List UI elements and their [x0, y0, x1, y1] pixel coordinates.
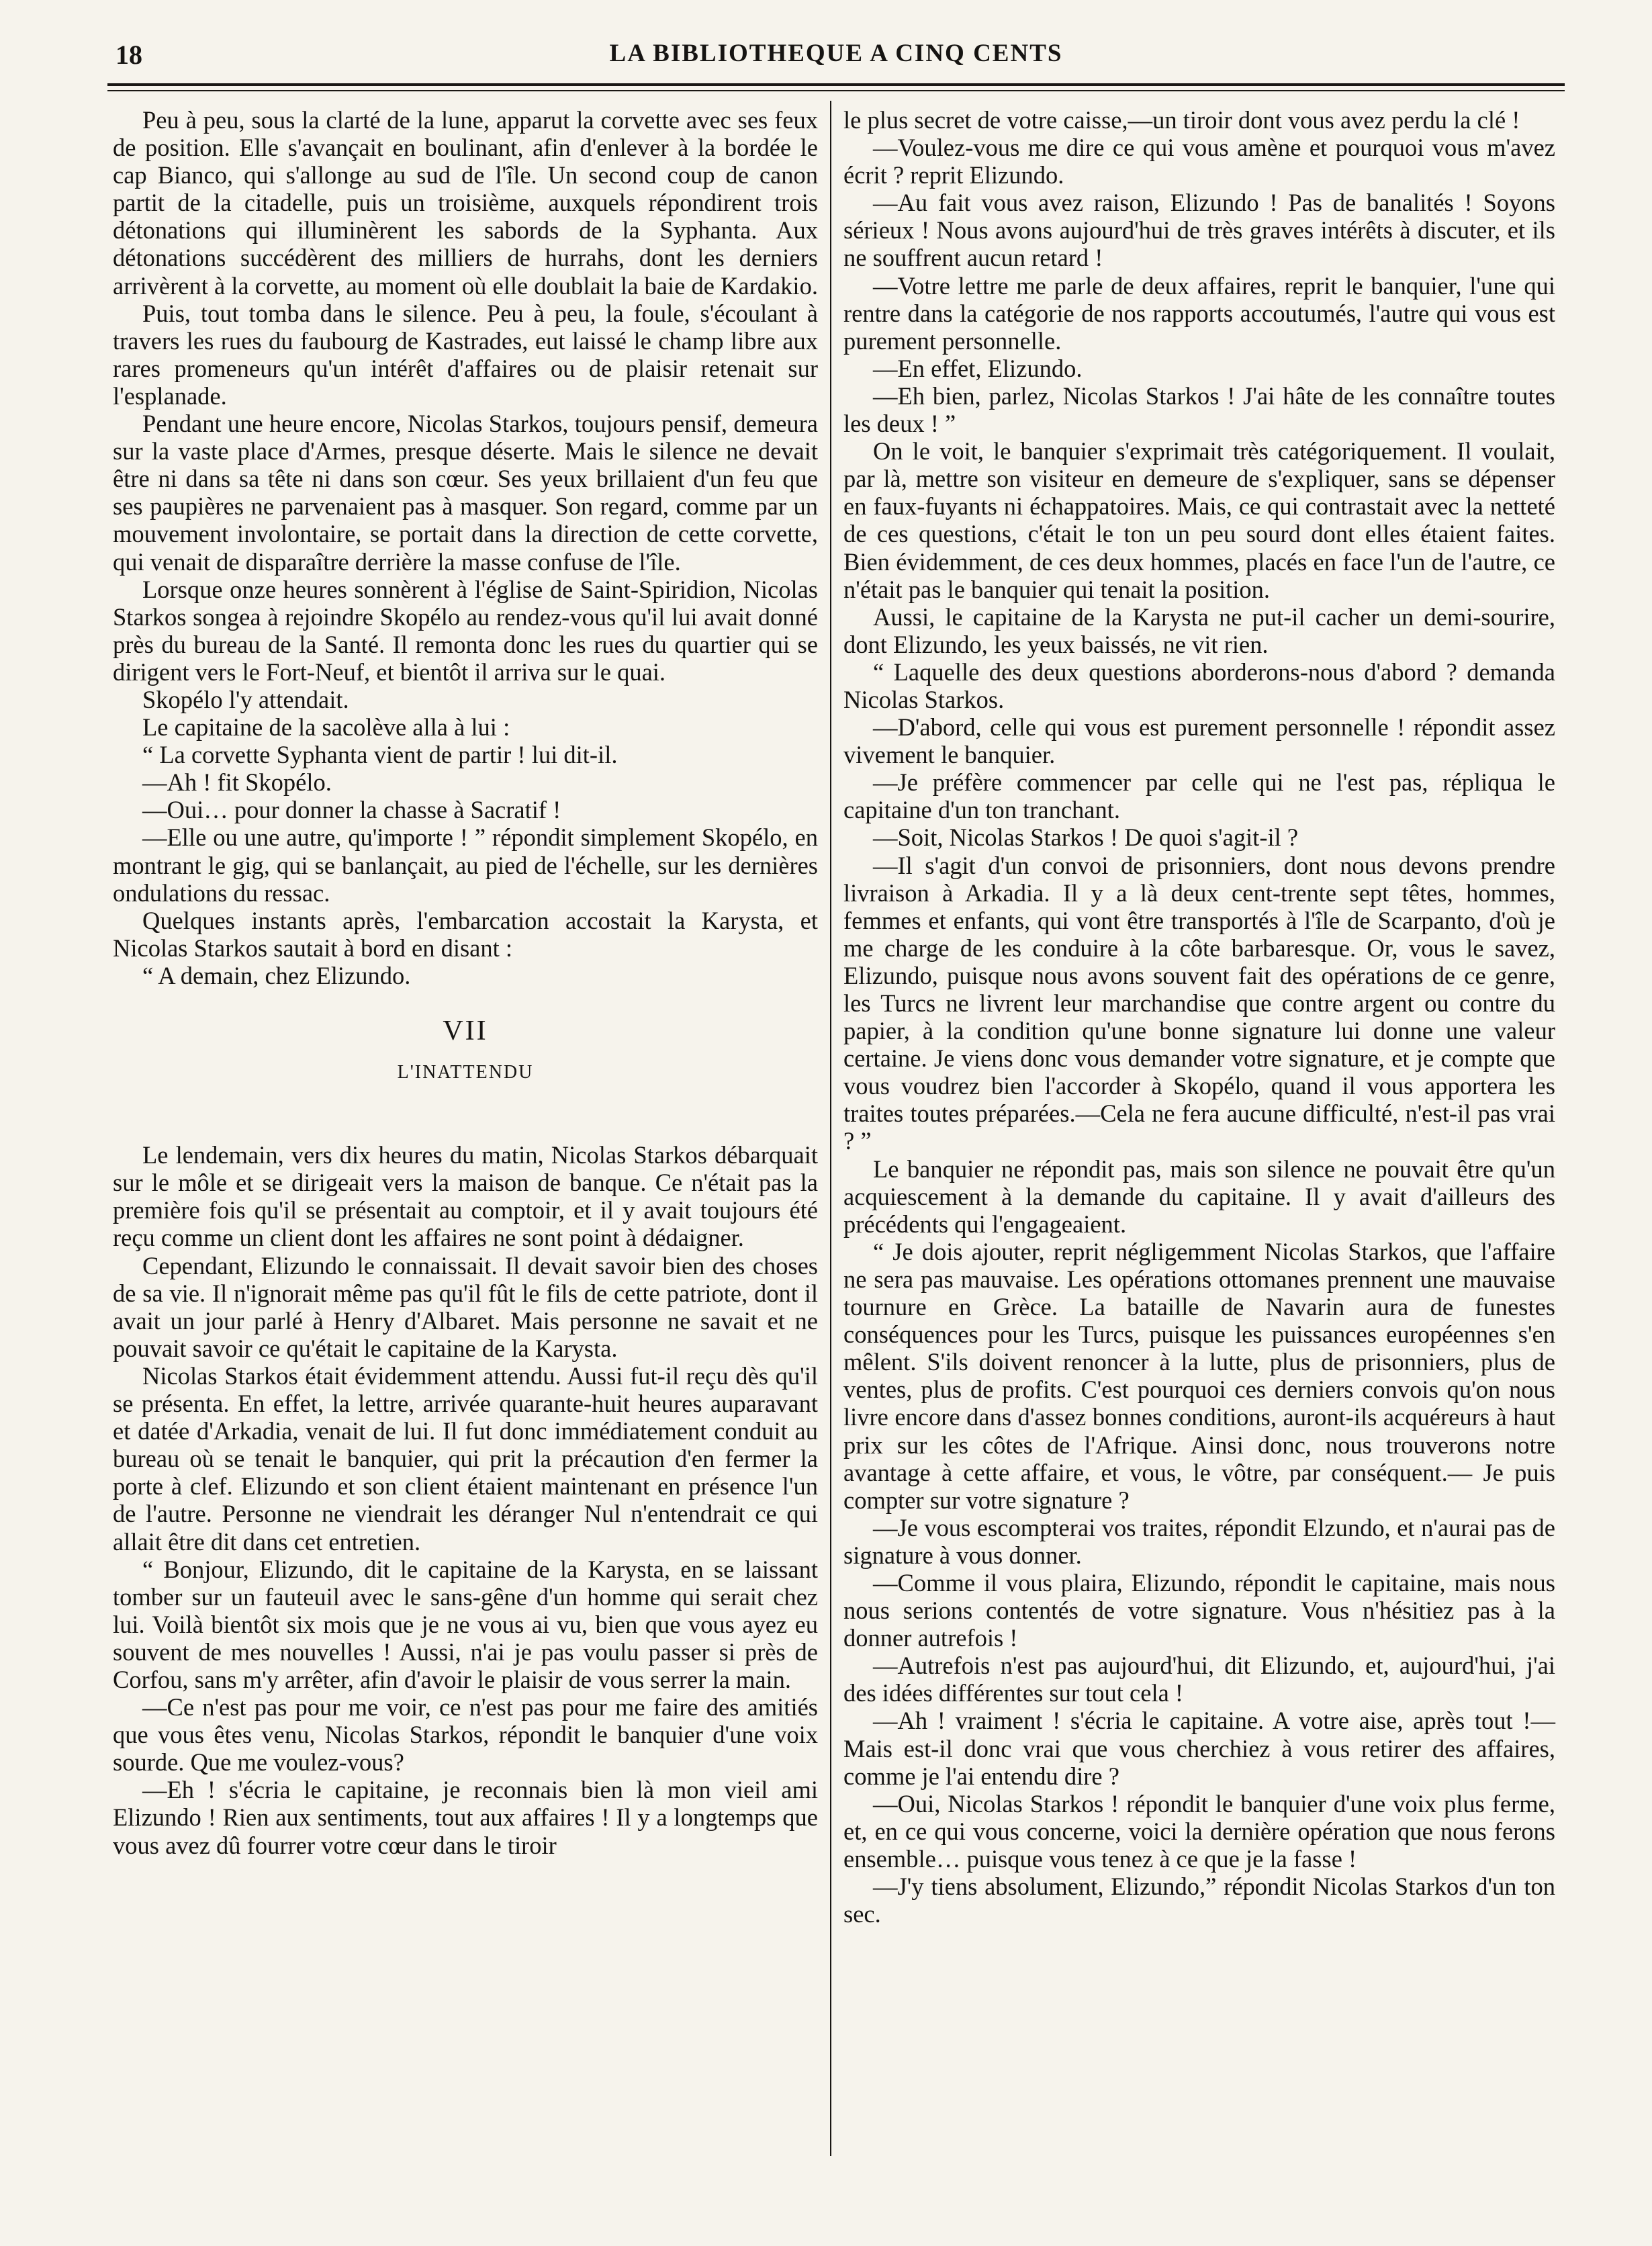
chapter-number: VII	[443, 1016, 488, 1046]
paragraph: Peu à peu, sous la clarté de la lune, apparut la corvette avec ses feux de position. Elle s'avançait en boulinant, afin d'enlever à la bordée le cap Bianco, qui s'allonge au sud de l'île. Un second coup de canon partit de la citadelle, puis un troisième, auxquels répondirent trois détonations qui illuminèrent les sabords de la Syphanta. Aux détonations succédèrent des milliers de hurrahs, dont les derniers arrivèrent à la corvette, au moment où elle doublait la baie de Kardakio.	[113, 106, 818, 300]
paragraph: —Oui, Nicolas Starkos ! répondit le banquier d'une voix plus ferme, et, en ce qui vous concerne, voici la dernière opération que nous ferons ensemble… puisque vous tenez à ce que je la fasse !	[843, 1789, 1555, 1873]
paragraph: Quelques instants après, l'embarcation accostait la Karysta, et Nicolas Starkos sautait à bord en disant :	[113, 906, 818, 962]
paragraph: —Eh bien, parlez, Nicolas Starkos ! J'ai hâte de les connaître toutes les deux ! ”	[843, 381, 1555, 438]
column-divider	[830, 101, 831, 2156]
paragraph: le plus secret de votre caisse,—un tiroir dont vous avez perdu la clé !	[843, 106, 1520, 134]
paragraph: —J'y tiens absolument, Elizundo,” répondit Nicolas Starkos d'un ton sec.	[843, 1873, 1555, 1928]
paragraph: Skopélo l'y attendait.	[142, 685, 349, 713]
paragraph: —Ce n'est pas pour me voir, ce n'est pas pour me faire des amitiés que vous êtes venu, Nicolas Starkos, répondit le banquier d'une voix sourde. Que me voulez-vous?	[113, 1693, 818, 1777]
paragraph: “ Je dois ajouter, reprit négligemment Nicolas Starkos, que l'affaire ne sera pas mauvaise. Les opérations ottomanes prennent une mauvaise tournure en Grèce. La bataille de Navarin aura de funestes conséquences pour les Turcs, puisque les puissances européennes s'en mêlent. S'ils doivent renoncer à la lutte, plus de prisonniers, plus de ventes, plus de profits. C'est pourquoi ces derniers convois qu'on nous livre encore dans d'assez bonnes conditions, auront-ils acquéreurs à haut prix sur les côtes de l'Afrique. Ainsi donc, nous trouverons notre avantage à cette affaire, et vous, le vôtre, par conséquent.— Je puis compter sur votre signature ?	[843, 1237, 1555, 1514]
paragraph: —Voulez-vous me dire ce qui vous amène et pourquoi vous m'avez écrit ? reprit Elizundo.	[843, 134, 1555, 189]
paragraph: —Il s'agit d'un convoi de prisonniers, dont nous devons prendre livraison à Arkadia. Il y a là deux cent-trente sept têtes, hommes, femmes et enfants, qui vont être transportés à l'île de Scarpanto, d'où je me charge de les conduire à la côte barbaresque. Or, vous le savez, Elizundo, puisque nous avons souvent fait des opérations de ce genre, les Turcs ne livrent leur marchandise que contre argent ou contre du papier, à la condition qu'une bonne signature lui donne une valeur certaine. Je viens donc vous demander votre signature, et je compte que vous voudrez bien l'accorder à Skopélo, quand il vous apportera les traites toutes préparées.—Cela ne fera aucune difficulté, n'est-il pas vrai ? ”	[843, 851, 1555, 1155]
paragraph: —Autrefois n'est pas aujourd'hui, dit Elizundo, et, aujourd'hui, j'ai des idées différentes sur tout cela !	[843, 1652, 1555, 1707]
paragraph: Aussi, le capitaine de la Karysta ne put-il cacher un demi-sourire, dont Elizundo, les yeux baissés, ne vit rien.	[843, 602, 1555, 658]
running-title: LA BIBLIOTHEQUE A CINQ CENTS	[609, 40, 1063, 67]
paragraph: —Eh ! s'écria le capitaine, je reconnais bien là mon vieil ami Elizundo ! Rien aux sentiments, tout aux affaires ! Il y a longtemps que vous avez dû fourrer votre cœur dans le tiroir	[113, 1776, 818, 1859]
paragraph: —Comme il vous plaira, Elizundo, répondit le capitaine, mais nous nous serions contentés de votre signature. Vous n'hésitiez pas à la donner autrefois !	[843, 1568, 1555, 1652]
paragraph: —Je préfère commencer par celle qui ne l'est pas, répliqua le capitaine d'un ton tranchant.	[843, 768, 1555, 824]
paragraph: —Ah ! fit Skopélo.	[142, 768, 332, 797]
chapter-title: L'INATTENDU	[397, 1062, 534, 1083]
paragraph: —Ah ! vraiment ! s'écria le capitaine. A votre aise, après tout !—Mais est-il donc vrai que vous cherchiez à vous retirer des affaires, comme je l'ai entendu dire ?	[843, 1707, 1555, 1790]
paragraph: “ A demain, chez Elizundo.	[142, 961, 411, 989]
left-column	[113, 106, 818, 1859]
paragraph: —Soit, Nicolas Starkos ! De quoi s'agit-il ?	[873, 823, 1299, 852]
paragraph: —Oui… pour donner la chasse à Sacratif !	[142, 796, 561, 824]
paragraph: “ La corvette Syphanta vient de partir ! lui dit-il.	[142, 741, 618, 769]
paragraph: Nicolas Starkos était évidemment attendu. Aussi fut-il reçu dès qu'il se présenta. En effet, la lettre, arrivée quarante-huit heures auparavant et datée d'Arkadia, venait de lui. Il fut donc immédiatement conduit au bureau où se tenait le banquier, qui prit la précaution d'en fermer la porte à clef. Elizundo et son client étaient maintenant en présence l'un de l'autre. Personne ne viendrait les déranger Nul n'entendrait ce qui allait être dit dans cet entretien.	[113, 1361, 818, 1556]
paragraph: Le capitaine de la sacolève alla à lui :	[142, 713, 510, 742]
paragraph: Puis, tout tomba dans le silence. Peu à peu, la foule, s'écoulant à travers les rues du faubourg de Kastrades, eut laissé le champ libre aux rares promeneurs qu'un intérêt d'affaires ou de plaisir retenait sur l'esplanade.	[113, 299, 818, 410]
page-number: 18	[116, 40, 142, 70]
paragraph: Cependant, Elizundo le connaissait. Il devait savoir bien des choses de sa vie. Il n'ignorait même pas qu'il fût le fils de cette patriote, dont il avait un jour parlé à Henry d'Albaret. Mais personne ne savait et ne pouvait savoir ce qu'était le capitaine de la Karysta.	[113, 1251, 818, 1362]
paragraph: —Elle ou une autre, qu'importe ! ” répondit simplement Skopélo, en montrant le gig, qui se banlançait, au pied de l'échelle, sur les dernières ondulations du ressac.	[113, 823, 818, 907]
paragraph: “ Laquelle des deux questions aborderons-nous d'abord ? demanda Nicolas Starkos.	[843, 658, 1555, 713]
paragraph: Le lendemain, vers dix heures du matin, Nicolas Starkos débarquait sur le môle et se dirigeait vers la maison de banque. Ce n'était pas la première fois qu'il se présentait au comptoir, et il y avait toujours été reçu comme un client dont les affaires ne sont point à dédaigner.	[113, 1141, 818, 1252]
paragraph: —Votre lettre me parle de deux affaires, reprit le banquier, l'une qui rentre dans la catégorie de nos rapports accoutumés, l'autre qui vous est purement personnelle.	[843, 271, 1555, 355]
paragraph: Lorsque onze heures sonnèrent à l'église de Saint-Spiridion, Nicolas Starkos songea à rejoindre Skopélo au rendez-vous qu'il lui avait donné près du bureau de la Santé. Il remonta donc les rues du quartier qui se dirigent vers le Fort-Neuf, et bientôt il arriva sur le quai.	[113, 575, 818, 686]
paragraph: —En effet, Elizundo.	[873, 354, 1083, 382]
paragraph: —Je vous escompterai vos traites, répondit Elzundo, et n'aurai pas de signature à vous donner.	[843, 1513, 1555, 1569]
paragraph: “ Bonjour, Elizundo, dit le capitaine de la Karysta, en se laissant tomber sur un fauteuil avec le sans-gêne d'un homme qui serait chez lui. Voilà bientôt six mois que je ne vous ai vu, bien que vous ayez eu souvent de mes nouvelles ! Aussi, n'ai je pas voulu passer si près de Corfou, sans m'y arrêter, afin d'avoir le plaisir de vous serrer la main.	[113, 1555, 818, 1693]
right-column	[843, 106, 1555, 1928]
paragraph: —Au fait vous avez raison, Elizundo ! Pas de banalités ! Soyons sérieux ! Nous avons aujourd'hui de très graves intérêts à discuter, et ils ne souffrent aucun retard !	[843, 189, 1555, 272]
page-header	[107, 39, 1565, 77]
header-rule-thin	[107, 90, 1565, 91]
paragraph: Pendant une heure encore, Nicolas Starkos, toujours pensif, demeura sur la vaste place d'Armes, presque déserte. Mais le silence ne devait être ni dans sa tête ni dans son cœur. Ses yeux brillaient d'un feu que ses paupières ne parvenaient pas à masquer. Son regard, comme par un mouvement involontaire, se portait dans la direction de cette corvette, qui venait de disparaître derrière la masse confuse de l'île.	[113, 410, 818, 576]
header-rule-thick	[107, 83, 1565, 86]
paragraph: On le voit, le banquier s'exprimait très catégoriquement. Il voulait, par là, mettre son visiteur en demeure de s'expliquer, sans se dépenser en faux-fuyants ni échappatoires. Mais, ce qui contrastait avec la netteté de ces questions, c'était le ton un peu sourd dont elles étaient faites. Bien évidemment, de ces deux hommes, placés en face l'un de l'autre, ce n'était pas le banquier qui tenait la position.	[843, 437, 1555, 603]
paragraph: —D'abord, celle qui vous est purement personnelle ! répondit assez vivement le banquier.	[843, 713, 1555, 769]
paragraph: Le banquier ne répondit pas, mais son silence ne pouvait être qu'un acquiescement à la demande du capitaine. Il y avait d'ailleurs des précédents qui l'engageaient.	[843, 1155, 1555, 1238]
